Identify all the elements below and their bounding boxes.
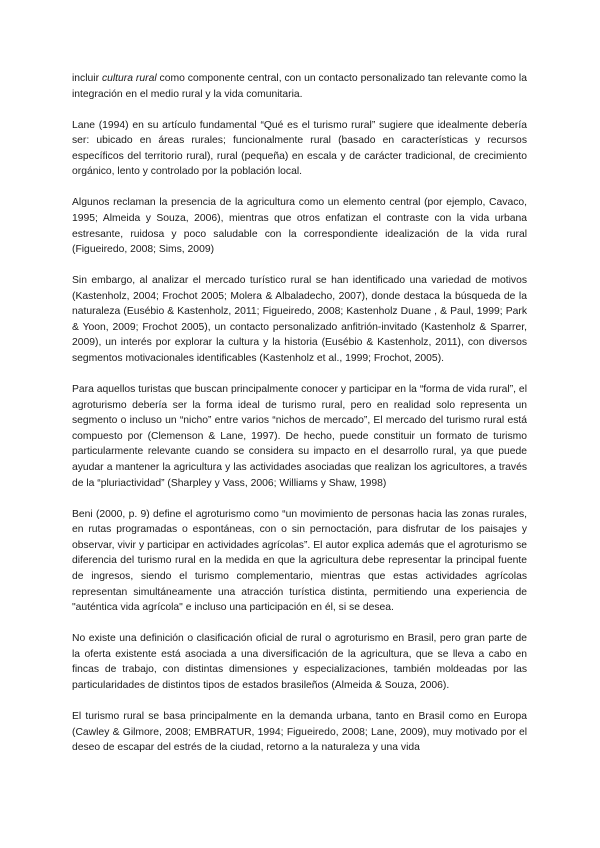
- paragraph-5: Para aquellos turistas que buscan principalmente conocer y participar en la “forma de vida rural”, el agroturismo debería ser la forma ideal de turismo rural, pero en realidad solo representa un segmento o incluso un “nicho” entre varios “nichos de mercado”, El mercado del turismo rural está compuesto por (Clemenson & Lane, 1997). De hecho, puede constituir un formato de turismo particularmente relevante cuando se considera su impacto en el desarrollo rural, ya que puede ayudar a mantener la agricultura y las actividades asociadas que realizan los agricultores, a través de la “pluriactividad” (Sharpley y Vass, 2006; Williams y Shaw, 1998): [72, 384, 527, 489]
- paragraph-6: Beni (2000, p. 9) define el agroturismo como “un movimiento de personas hacia las zonas rurales, en rutas programadas o espontáneas, con o sin pernoctación, para disfrutar de los paisajes y observar, vivir y participar en actividades agrícolas”. El autor explica además que el agroturismo se diferencia del turismo rural en la medida en que la agricultura debe representar la principal fuente de ingresos, siendo el turismo complementario, mientras que estas actividades agrícolas representan simultáneamente una atracción turística distinta, permitiendo una experiencia de "auténtica vida agrícola" e incluso una participación en él, si se desea.: [72, 508, 527, 614]
- paragraph-2: Lane (1994) en su artículo fundamental “Qué es el turismo rural” sugiere que idealmente debería ser: ubicado en áreas rurales; funcionalmente rural (basado en características y recursos específicos del territorio rural), rural (pequeña) en escala y de carácter tradicional, de crecimiento orgánico, lento y controlado por la población local.: [72, 119, 527, 178]
- body-text: [72, 71, 527, 771]
- paragraph-3: Algunos reclaman la presencia de la agricultura como un elemento central (por ejemplo, Cavaco, 1995; Almeida y Souza, 2006), mientras que otros enfatizan el contraste con la vida urbana estresante, ruidosa y poco saludable con la correspondiente idealización de la vida rural (Figueiredo, 2008; Sims, 2009): [72, 197, 527, 256]
- paragraph-1: [72, 71, 527, 102]
- paragraph-1-post: como componente central, con un contacto personalizado tan relevante como la integración en el medio rural y la vida comunitaria.: [72, 73, 527, 100]
- paragraph-4: Sin embargo, al analizar el mercado turístico rural se han identificado una variedad de motivos (Kastenholz, 2004; Frochot 2005; Molera & Albaladecho, 2007), donde destaca la búsqueda de la naturaleza (Eusébio & Kastenholz, 2011; Figueiredo, 2008; Kastenholz Duane , & Paul, 1999; Park & Yoon, 2009; Frochot 2005), un contacto personalizado anfitrión-invitado (Kastenholz & Sparrer, 2009), un interés por explorar la cultura y la historia (Eusébio & Kastenholz, 2011), con diversos segmentos motivacionales identificables (Kastenholz et al., 1999; Frochot, 2005).: [72, 275, 527, 365]
- paragraph-1-italic: cultura rural: [101, 73, 157, 84]
- paragraph-8: El turismo rural se basa principalmente en la demanda urbana, tanto en Brasil como en Europa (Cawley & Gilmore, 2008; EMBRATUR, 1994; Figueiredo, 2008; Lane, 2009), muy motivado por el deseo de escapar del estrés de la ciudad, retorno a la naturaleza y una vida: [72, 710, 527, 754]
- paragraph-7: No existe una definición o clasificación oficial de rural o agroturismo en Brasil, pero gran parte de la oferta existente está asociada a una diversificación de la agricultura, que se lleva a cabo en fincas de trabajo, con distintas dimensiones y especializaciones, también moldeadas por las particularidades de distintos tipos de estados brasileños (Almeida & Souza, 2006).: [72, 633, 527, 691]
- paragraph-1-pre: incluir: [72, 73, 102, 84]
